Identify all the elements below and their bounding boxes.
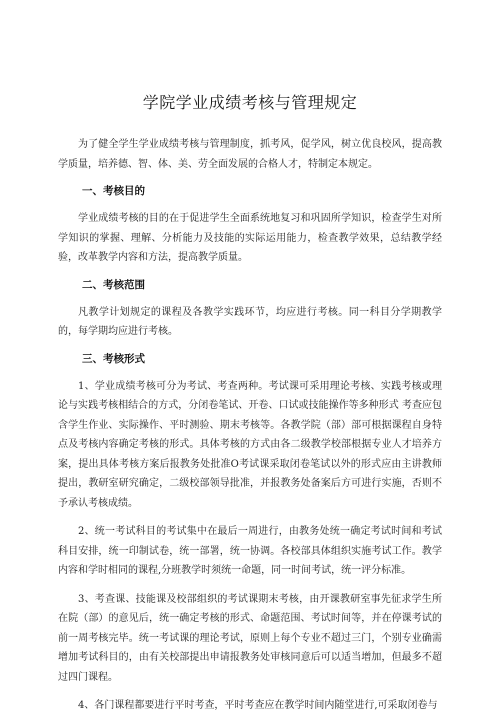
form-paragraph-1: 1、学业成绩考核可分为考试、考查两种。考试课可采用理论考核、实践考核或理论与实践考核相结合的方式，分闭卷笔试、开卷、口试或技能操作等多种形式 考查应包含学生作业、实际操作、平时测验、期末考核等。各教学院（部）部可根据课程自身特点及考核内容确定考核的形式。具体考核的方式由各二级教学校部根据专业人才培养方案，提出具体考核方案后报教务处批准O考试课采取闭卷笔试以外的形式应由主讲教师提出，教研室研究确定，二级校部领导批准，并报教务处备案后方可进行实施，否则不予承认考核成绩。 xyxy=(58,380,442,509)
purpose-paragraph: 学业成绩考核的目的在于促进学生全面系统地复习和巩固所学知识，检查学生对所学知识的掌握、理解、分析能力及技能的实际运用能力，检查教学效果，总结教学经验，改革教学内容和方法，提高教学质量。 xyxy=(58,213,442,263)
intro-paragraph: 为了健全学生学业成绩考核与管理制度，抓考风，促学风，树立优良校风，提高教学质量，培养德、智、体、美、劳全面发展的合格人才，特制定本规定。 xyxy=(58,139,442,170)
scope-paragraph: 凡教学计划规定的课程及各教学实践环节，均应进行考核。同一科目分学期教学的，每学期均应进行考核。 xyxy=(58,306,442,337)
page-title: 学院学业成绩考核与管理规定 xyxy=(142,93,358,112)
section-heading-scope: 二、考核范围 xyxy=(82,278,145,291)
form-paragraph-3: 3、考查课、技能课及校部组织的考试课期末考核，由开课教研室事先征求学生所在院（部）的意见后，统一确定考核的形式、命题范围、考试时间等，并在停课考试的前一周考核完毕。统一考试课的理论考试，原则上每个专业不超过三门，个别专业确需增加考试科目的，由有关校部提出申请报教务处审核同意后可以适当增加，但最多不超过四门课程。 xyxy=(58,593,442,683)
section-heading-form: 三、考核形式 xyxy=(82,352,145,365)
section-heading-purpose: 一、考核目的 xyxy=(82,185,145,197)
form-paragraph-4: 4、各门课程都要进行平时考查，平时考查应在教学时间内随堂进行,可采取闭卷与 xyxy=(78,700,438,711)
form-paragraph-2: 2、统一考试科目的考试集中在最后一周进行，由教务处统一确定考试时间和考试科目安排，统一印制试卷，统一部署，统一协调。各校部具体组织实施考试工作。教学内容和学时相同的课程,分班教学时须统一命题，同一时间考试，统一评分标准。 xyxy=(58,526,442,576)
